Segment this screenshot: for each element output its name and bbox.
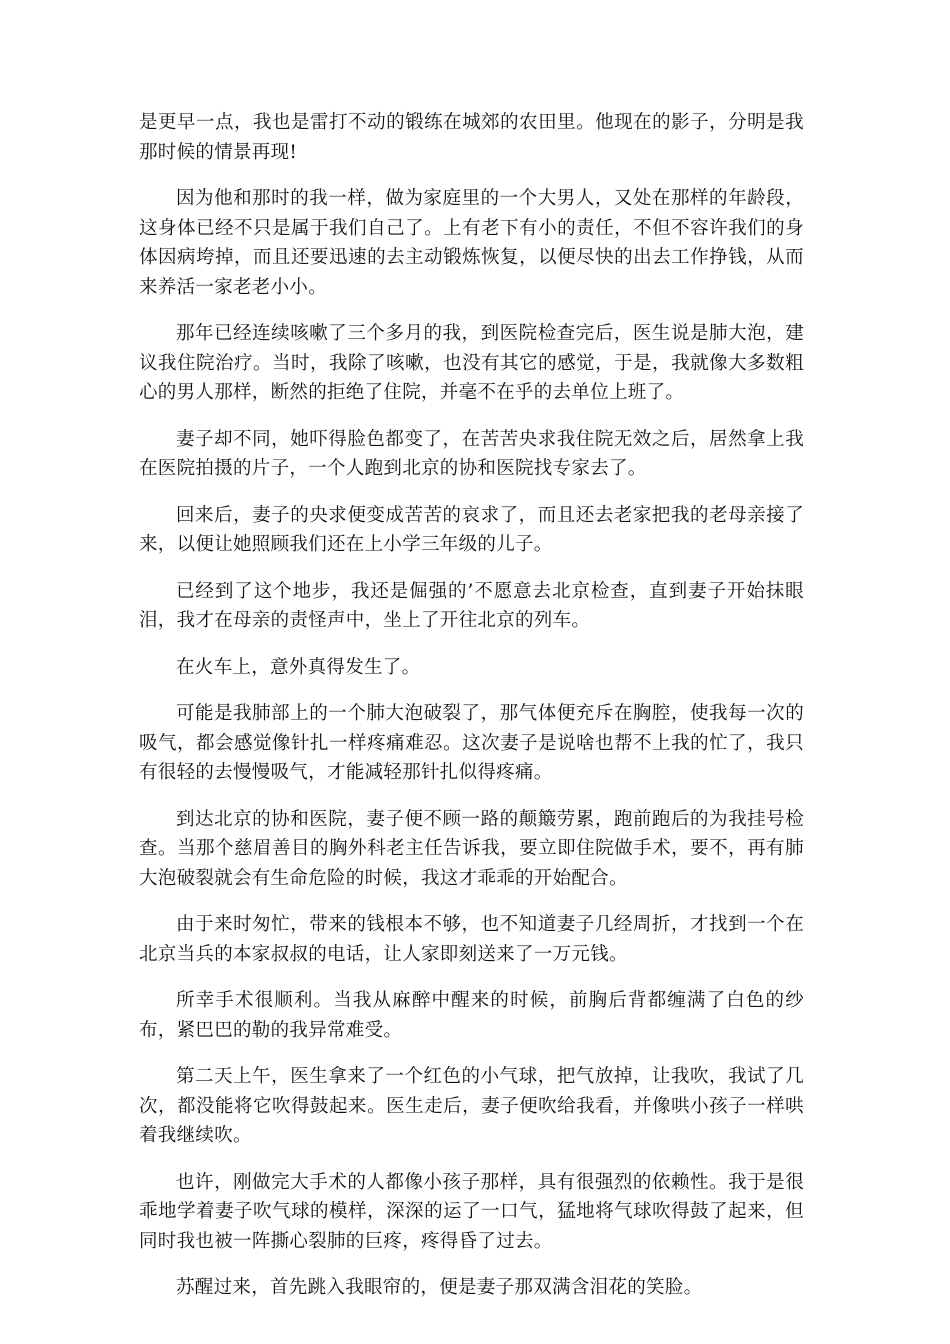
paragraph-9: 到达北京的协和医院，妻子便不顾一路的颠簸劳累，跑前跑后的为我挂号检查。当那个慈眉善目的胸外科老主任告诉我，要立即住院做手术，要不，再有肺大泡破裂就会有生命危险的时候，我这才乖乖的开始配合。 [139,808,804,889]
paragraph-12: 第二天上午，医生拿来了一个红色的小气球，把气放掉，让我吹，我试了几次，都没能将它吹得鼓起来。医生走后，妻子便吹给我看，并像哄小孩子一样哄着我继续吹。 [139,1066,804,1146]
paragraph-14: 苏醒过来，首先跳入我眼帘的，便是妻子那双满含泪花的笑脸。 [176,1277,703,1298]
paragraph-8: 可能是我肺部上的一个肺大泡破裂了，那气体便充斥在胸腔，使我每一次的吸气，都会感觉像针扎一样疼痛难忍。这次妻子是说啥也帮不上我的忙了，我只有很轻的去慢慢吸气，才能减轻那针扎似得疼痛。 [139,703,804,783]
paragraph-5: 回来后，妻子的央求便变成苦苦的哀求了，而且还去老家把我的老母亲接了来，以便让她照顾我们还在上小学三年级的儿子。 [139,504,804,555]
paragraph-13: 也许，刚做完大手术的人都像小孩子那样，具有很强烈的依赖性。我于是很乖地学着妻子吹气球的模样，深深的运了一口气，猛地将气球吹得鼓了起来，但同时我也被一阵撕心裂肺的巨疼，疼得昏了过去。 [139,1171,804,1252]
paragraph-1: 是更早一点，我也是雷打不动的锻练在城郊的农田里。他现在的影子，分明是我那时候的情景再现! [139,112,804,163]
paragraph-6: 已经到了这个地步，我还是倔强的’不愿意去北京检查，直到妻子开始抹眼泪，我才在母亲的责怪声中，坐上了开往北京的列车。 [139,580,804,631]
paragraph-7: 在火车上，意外真得发生了。 [176,656,421,678]
paragraph-2: 因为他和那时的我一样，做为家庭里的一个大男人，又处在那样的年龄段，这身体已经不只是属于我们自己了。上有老下有小的责任，不但不容许我们的身体因病垮掉，而且还要迅速的去主动锻炼恢复，以便尽快的出去工作挣钱，从而来养活一家老老小小。 [139,188,804,298]
paragraph-10: 由于来时匆忙，带来的钱根本不够，也不知道妻子几经周折，才找到一个在北京当兵的本家叔叔的电话，让人家即刻送来了一万元钱。 [139,914,804,965]
paragraph-3: 那年已经连续咳嗽了三个多月的我，到医院检查完后，医生说是肺大泡，建议我住院治疗。当时，我除了咳嗽，也没有其它的感觉，于是，我就像大多数粗心的男人那样，断然的拒绝了住院，并毫不在乎的去单位上班了。 [139,323,804,403]
article-body [139,108,804,1320]
paragraph-4: 妻子却不同，她吓得脸色都变了，在苦苦央求我住院无效之后，居然拿上我在医院拍摄的片子，一个人跑到北京的协和医院找专家去了。 [139,428,804,479]
paragraph-11: 所幸手术很顺利。当我从麻醉中醒来的时候，前胸后背都缠满了白色的纱布，紧巴巴的勒的我异常难受。 [139,990,804,1041]
